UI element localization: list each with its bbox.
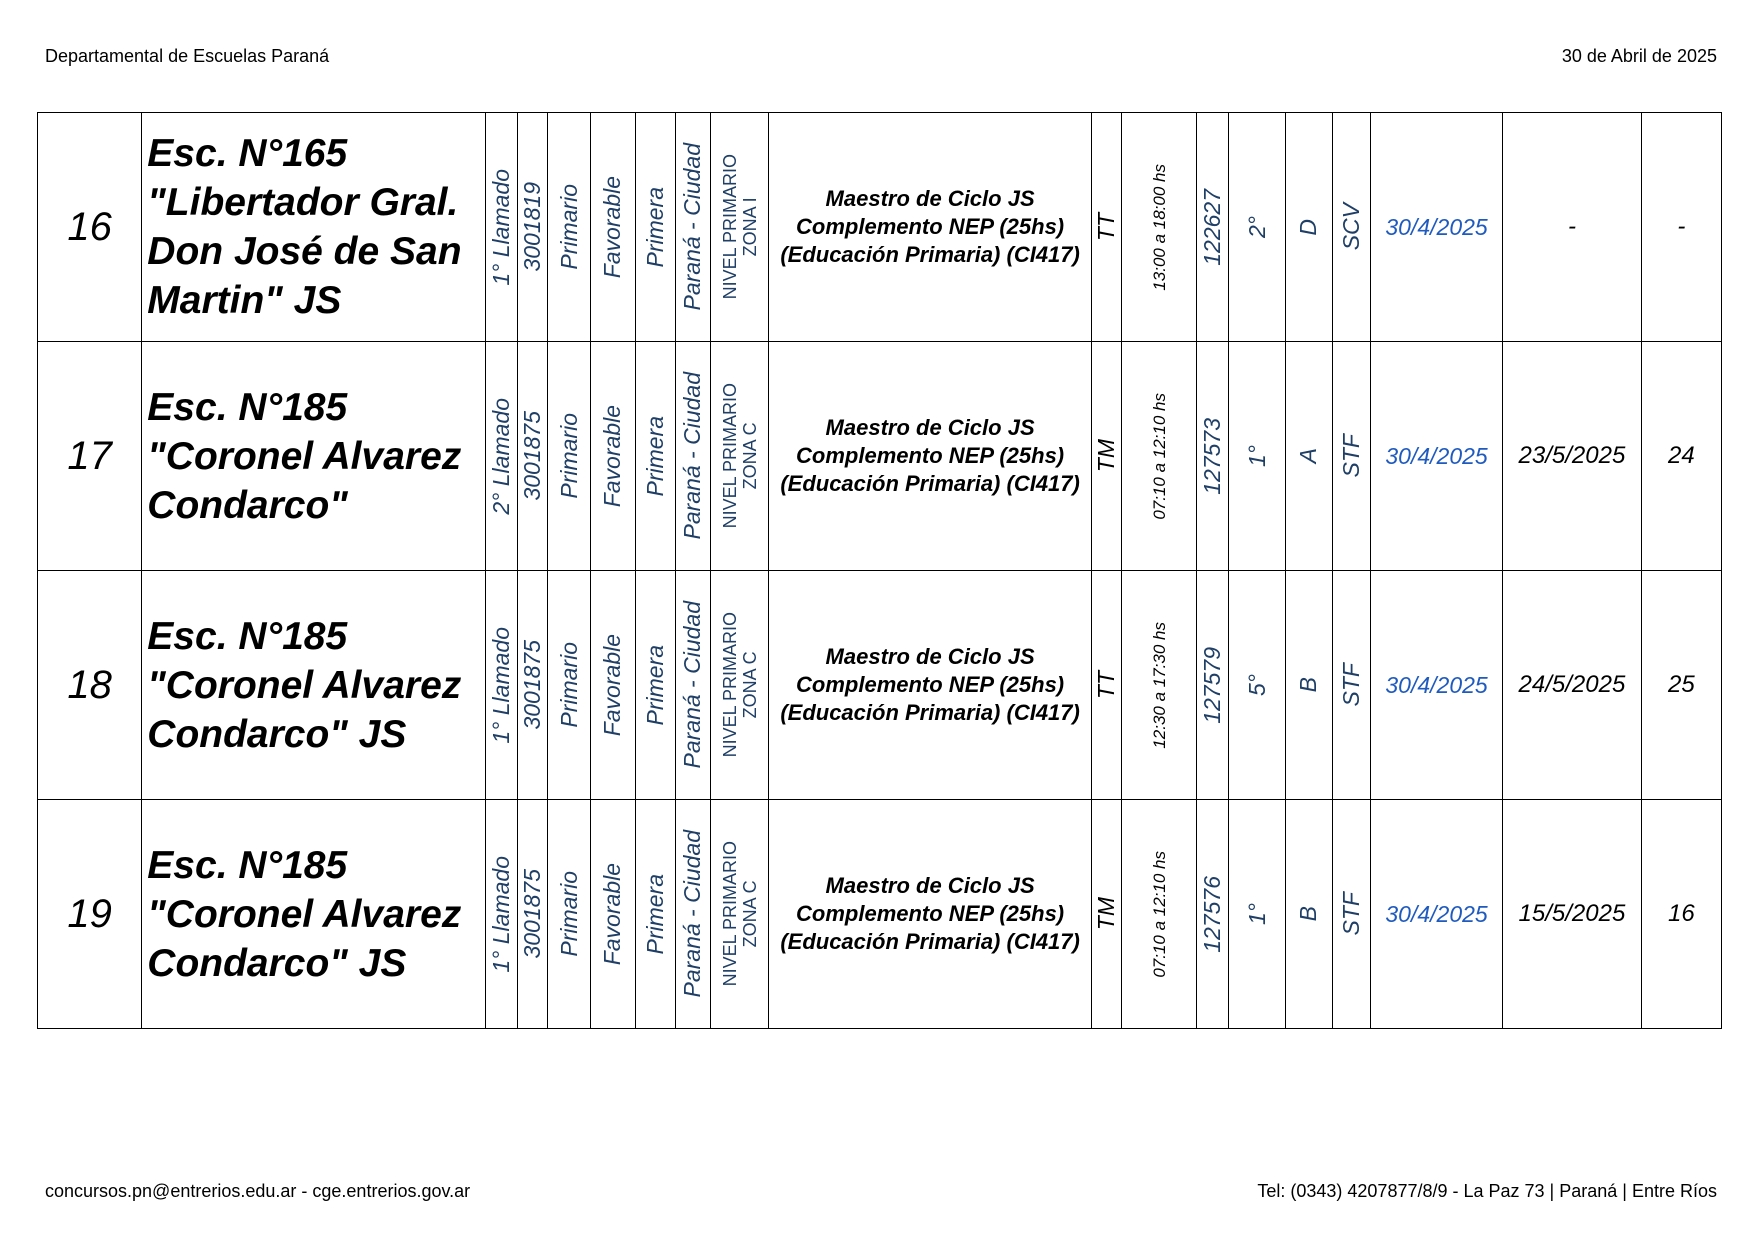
category-cell [635,342,675,571]
row-number: 17 [38,342,142,571]
category: Primera [641,186,668,268]
revista-status: STF [1337,434,1364,478]
zone-cell [710,342,768,571]
code-cell [1197,342,1229,571]
schedule-cell [1122,113,1197,342]
zone [720,154,760,299]
location-cell [590,571,635,800]
level: Primario [555,184,582,270]
schedule: 13:00 a 18:00 hs [1149,163,1169,291]
position-code: 127576 [1199,875,1226,953]
shift: TM [1093,439,1120,473]
section-cell [1285,113,1332,342]
zone-line-1: NIVEL PRIMARIO [719,383,740,529]
zone-line-1: NIVEL PRIMARIO [719,841,740,987]
zone-cell [710,571,768,800]
schedule: 12:30 a 17:30 hs [1149,621,1169,749]
city: Paraná - Ciudad [679,143,706,311]
zone-line-1: NIVEL PRIMARIO [719,612,740,758]
location-type: Favorable [599,862,626,966]
school-name: Esc. N°185 "Coronel Alvarez Condarco" [142,342,486,571]
level-cell [548,342,590,571]
level: Primario [555,413,582,499]
zone [720,841,760,986]
cue-cell [518,113,548,342]
schedule-cell [1122,571,1197,800]
zone-line-1: NIVEL PRIMARIO [719,154,740,300]
revista-status: SCV [1337,203,1364,251]
category: Primera [641,644,668,726]
grade: 1° [1243,903,1270,925]
category-cell [635,571,675,800]
section: A [1295,448,1322,464]
level-cell [548,571,590,800]
end-date: - [1503,113,1641,342]
category: Primera [641,873,668,955]
table-row [38,800,1722,1029]
end-date: 15/5/2025 [1503,800,1641,1029]
call-number: 1° Llamado [488,626,515,744]
code-cell [1197,800,1229,1029]
call-cell [486,342,518,571]
footer-address: Tel: (0343) 4207877/8/9 - La Paz 73 | Paraná | Entre Ríos [1257,1181,1717,1201]
level: Primario [555,642,582,728]
zone-cell [710,800,768,1029]
school-name: Esc. N°165 "Libertador Gral. Don José de San Martin" JS [142,113,486,342]
days-count: 24 [1641,342,1721,571]
schedule-cell [1122,800,1197,1029]
level: Primario [555,871,582,957]
section-cell [1285,571,1332,800]
location-type: Favorable [599,175,626,279]
publication-date: 30/4/2025 [1370,113,1502,342]
category-cell [635,800,675,1029]
location-cell [590,800,635,1029]
header-department: Departamental de Escuelas Paraná [45,46,330,66]
position-title: Maestro de Ciclo JS Complemento NEP (25hs) (Educación Primaria) (CI417) [769,800,1092,1029]
days-count: - [1641,113,1721,342]
shift: TT [1093,212,1120,242]
position-title: Maestro de Ciclo JS Complemento NEP (25hs) (Educación Primaria) (CI417) [769,571,1092,800]
level-cell [548,800,590,1029]
location-type: Favorable [599,404,626,508]
schedule: 07:10 a 12:10 hs [1149,850,1169,978]
cue-cell [518,571,548,800]
grade: 2° [1243,216,1270,238]
grade-cell [1229,113,1285,342]
zone [720,612,760,757]
category: Primera [641,415,668,497]
shift-cell [1092,571,1122,800]
shift: TT [1093,670,1120,700]
city-cell [675,113,710,342]
cue-code: 3001875 [519,640,546,730]
position-title: Maestro de Ciclo JS Complemento NEP (25hs) (Educación Primaria) (CI417) [769,113,1092,342]
publication-date: 30/4/2025 [1370,571,1502,800]
grade-cell [1229,800,1285,1029]
grade: 5° [1243,674,1270,696]
days-count: 25 [1641,571,1721,800]
row-number: 16 [38,113,142,342]
cue-cell [518,342,548,571]
city-cell [675,571,710,800]
zone-line-2: ZONA C [739,422,760,490]
school-name: Esc. N°185 "Coronel Alvarez Condarco" JS [142,571,486,800]
code-cell [1197,571,1229,800]
level-cell [548,113,590,342]
shift-cell [1092,800,1122,1029]
end-date: 24/5/2025 [1503,571,1641,800]
shift-cell [1092,342,1122,571]
row-number: 19 [38,800,142,1029]
status-cell [1332,571,1370,800]
section: B [1295,677,1322,693]
location-type: Favorable [599,633,626,737]
city-cell [675,342,710,571]
status-cell [1332,113,1370,342]
status-cell [1332,342,1370,571]
city-cell [675,800,710,1029]
zone [720,383,760,528]
table-row [38,571,1722,800]
section-cell [1285,342,1332,571]
table-row [38,342,1722,571]
shift-cell [1092,113,1122,342]
publication-date: 30/4/2025 [1370,342,1502,571]
location-cell [590,342,635,571]
position-title: Maestro de Ciclo JS Complemento NEP (25hs) (Educación Primaria) (CI417) [769,342,1092,571]
cue-cell [518,800,548,1029]
location-cell [590,113,635,342]
call-cell [486,800,518,1029]
cue-code: 3001875 [519,869,546,959]
cue-code: 3001875 [519,411,546,501]
city: Paraná - Ciudad [679,601,706,769]
call-number: 1° Llamado [488,168,515,286]
call-cell [486,113,518,342]
call-number: 2° Llamado [488,397,515,515]
city: Paraná - Ciudad [679,830,706,998]
shift: TM [1093,897,1120,931]
category-cell [635,113,675,342]
section-cell [1285,800,1332,1029]
footer-contact: concursos.pn@entrerios.edu.ar - cge.entrerios.gov.ar [45,1181,471,1201]
zone-line-2: ZONA C [739,880,760,948]
zone-line-2: ZONA C [739,651,760,719]
code-cell [1197,113,1229,342]
days-count: 16 [1641,800,1721,1029]
grade-cell [1229,571,1285,800]
grade: 1° [1243,445,1270,467]
section: B [1295,906,1322,922]
row-number: 18 [38,571,142,800]
publication-date: 30/4/2025 [1370,800,1502,1029]
vacancies-table [37,112,1722,1029]
cue-code: 3001819 [519,182,546,272]
schedule: 07:10 a 12:10 hs [1149,392,1169,520]
status-cell [1332,800,1370,1029]
schedule-cell [1122,342,1197,571]
city: Paraná - Ciudad [679,372,706,540]
section: D [1295,218,1322,236]
position-code: 127579 [1199,646,1226,724]
revista-status: STF [1337,663,1364,707]
call-number: 1° Llamado [488,855,515,973]
zone-cell [710,113,768,342]
grade-cell [1229,342,1285,571]
end-date: 23/5/2025 [1503,342,1641,571]
school-name: Esc. N°185 "Coronel Alvarez Condarco" JS [142,800,486,1029]
position-code: 127573 [1199,417,1226,495]
call-cell [486,571,518,800]
revista-status: STF [1337,892,1364,936]
header-date: 30 de Abril de 2025 [1561,46,1717,66]
position-code: 122627 [1199,188,1226,266]
table-row [38,113,1722,342]
zone-line-2: ZONA I [739,197,760,257]
